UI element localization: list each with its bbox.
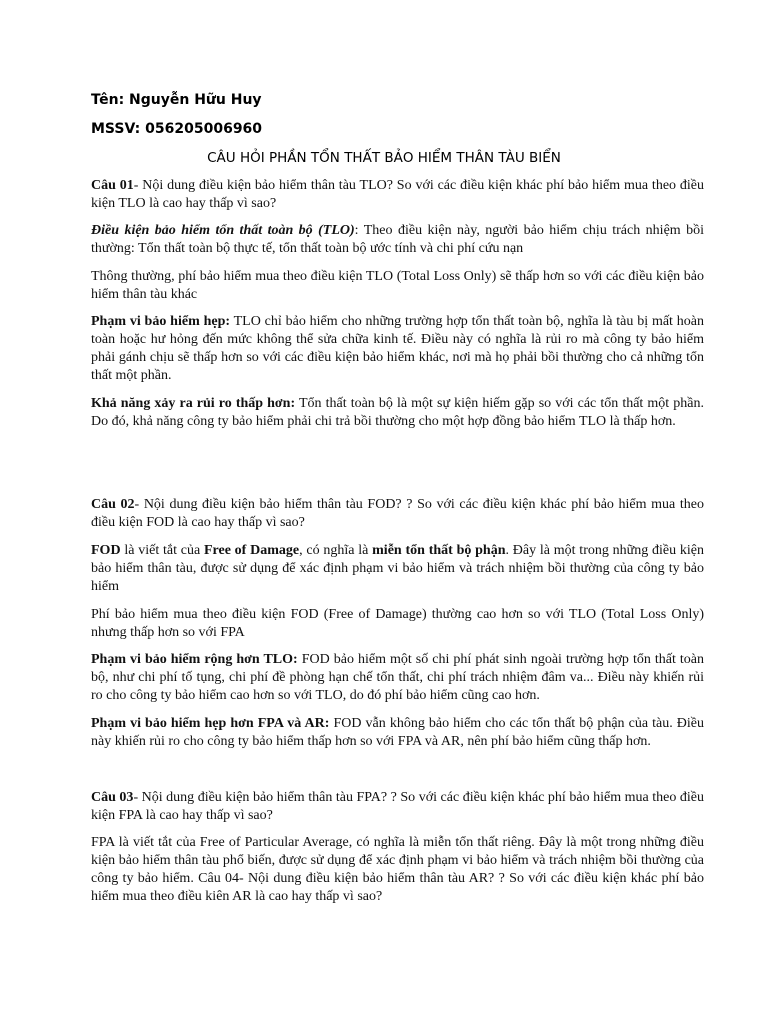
tlo-narrow-scope-term: Phạm vi bảo hiểm hẹp:	[91, 314, 231, 329]
tlo-narrow-scope-text: TLO chỉ bảo hiểm cho những trường hợp tổn thất toàn bộ, nghĩa là tàu bị mất hoàn toàn hoặc hư hỏng đến mức không thể sửa chữa kinh tế. Điều này có nghĩa là rủi ro mà công ty bảo hiểm phải gánh chịu sẽ thấp hơn so với các điều kiện bảo hiểm khác, nơi mà họ phải bồi thường cho cả những tổn thất một phần.	[91, 314, 704, 383]
fod-narrower-scope-term: Phạm vi bảo hiểm hẹp hơn FPA và AR:	[91, 716, 330, 731]
question-1-text: - Nội dung điều kiện bảo hiểm thân tàu TLO? So với các điều kiện khác phí bảo hiểm mua theo điều kiện TLO là cao hay thấp vì sao?	[91, 178, 704, 211]
question-1	[91, 177, 704, 213]
fod-wider-scope-text: FOD bảo hiểm một số chi phí phát sinh ngoài trường hợp tổn thất toàn bộ, như chi phí tố tụng, chi phí đề phòng hạn chế tổn thất, chi phí trách nhiệm đâm va... Điều này khiến rủi ro cho công ty bảo hiểm cao hơn so với TLO, do đó phí bảo hiểm cũng cao hơn.	[91, 652, 704, 703]
tlo-lower-risk	[91, 395, 704, 431]
fod-definition-text-1: là viết tắt của	[120, 543, 204, 558]
tlo-definition-text: : Theo điều kiện này, người bảo hiểm chịu trách nhiệm bồi thường: Tổn thất toàn bộ thực tế, tổn thất toàn bộ ước tính và chi phí cứu nạn	[91, 223, 705, 256]
tlo-definition	[91, 222, 704, 258]
document-title: CÂU HỎI PHẦN TỔN THẤT BẢO HIỂM THÂN TÀU BIỂN	[207, 150, 561, 166]
fod-narrower-scope	[91, 715, 704, 751]
question-1-label: Câu 01	[91, 178, 134, 193]
question-3-label: Câu 03	[91, 790, 134, 805]
question-2-label: Câu 02	[91, 497, 135, 512]
fod-meaning: miễn tổn thất bộ phận	[372, 543, 506, 558]
tlo-lower-risk-term: Khả năng xảy ra rủi ro thấp hơn:	[91, 396, 296, 411]
question-3	[91, 789, 704, 825]
fod-definition-text-2: , có nghĩa là	[299, 543, 373, 558]
fod-definition-text-3: . Đây là một trong những điều kiện bảo hiểm thân tàu, được sử dụng để xác định phạm vi bảo hiểm và trách nhiệm bồi thường của công ty bảo hiểm	[91, 543, 704, 594]
question-2	[91, 496, 704, 532]
question-3-text: - Nội dung điều kiện bảo hiểm thân tàu FPA? ? So với các điều kiện khác phí bảo hiểm mua theo điều kiện FPA là cao hay thấp vì sao?	[91, 790, 704, 823]
fod-wider-scope-term: Phạm vi bảo hiểm rộng hơn TLO:	[91, 652, 298, 667]
question-2-text: - Nội dung điều kiện bảo hiểm thân tàu FOD? ? So với các điều kiện khác phí bảo hiểm mua theo điều kiện FOD là cao hay thấp vì sao?	[91, 497, 704, 530]
tlo-definition-term: Điều kiện bảo hiểm tổn thất toàn bộ (TLO)	[91, 223, 355, 238]
fod-term: FOD	[91, 543, 121, 558]
fod-full-name: Free of Damage	[203, 543, 300, 558]
fod-definition	[91, 542, 704, 596]
tlo-premium-compare: Thông thường, phí bảo hiểm mua theo điều kiện TLO (Total Loss Only) sẽ thấp hơn so với các điều kiện bảo hiểm thân tàu khác	[91, 269, 704, 302]
fod-premium-compare: Phí bảo hiểm mua theo điều kiện FOD (Free of Damage) thường cao hơn so với TLO (Total Loss Only) nhưng thấp hơn so với FPA	[91, 607, 704, 640]
tlo-lower-risk-text: Tổn thất toàn bộ là một sự kiện hiếm gặp so với các tổn thất một phần. Do đó, khả năng công ty bảo hiểm phải chi trả bồi thường cho một hợp đồng bảo hiểm TLO là thấp hơn.	[91, 396, 704, 429]
fod-wider-scope	[91, 651, 704, 705]
tlo-narrow-scope	[91, 313, 704, 385]
student-id: MSSV: 056205006960	[91, 121, 263, 137]
fod-narrower-scope-text: FOD vẫn không bảo hiểm cho các tổn thất bộ phận của tàu. Điều này khiến rủi ro cho công ty bảo hiểm thấp hơn so với FPA và AR, nên phí bảo hiểm cũng thấp hơn.	[91, 716, 704, 749]
student-name: Tên: Nguyễn Hữu Huy	[91, 92, 262, 108]
fpa-definition: FPA là viết tắt của Free of Particular Average, có nghĩa là miễn tổn thất riêng. Đây là một trong những điều kiện bảo hiểm thân tàu phổ biến, được sử dụng để xác định phạm vi bảo hiểm và trách nhiệm bồi thường của công ty bảo hiểm. Câu 04- Nội dung điều kiện bảo hiểm thân tàu AR? ? So với các điều kiện khác phí bảo hiểm mua theo điều kiên AR là cao hay thấp vì sao?	[91, 835, 704, 904]
